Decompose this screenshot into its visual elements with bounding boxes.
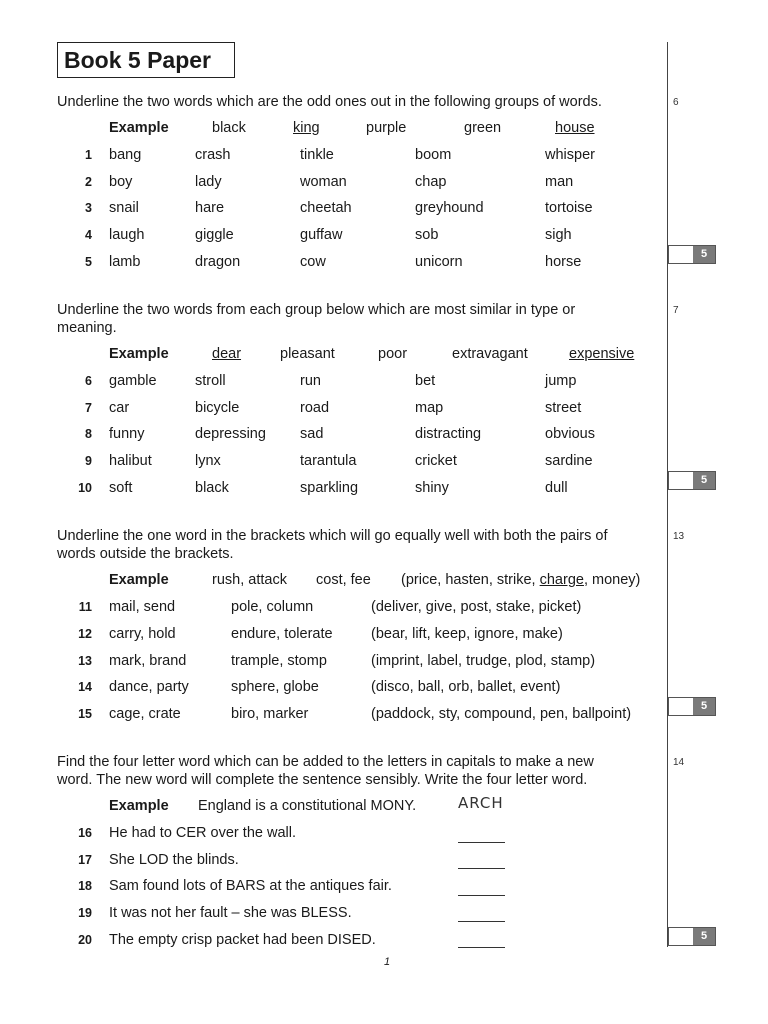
word-option[interactable]: street bbox=[545, 400, 582, 416]
instruction-line: meaning. bbox=[57, 320, 117, 336]
word-option[interactable]: greyhound bbox=[415, 200, 484, 216]
question-number: 3 bbox=[85, 201, 92, 215]
question-row bbox=[0, 252, 667, 272]
word-option[interactable]: woman bbox=[300, 174, 347, 190]
example-sentence: England is a constitutional MONY. bbox=[198, 798, 417, 814]
question-number: 9 bbox=[85, 454, 92, 468]
instruction-line: Underline the two words from each group below which are most similar in type or bbox=[57, 302, 576, 318]
score-box bbox=[668, 697, 716, 716]
section2-example-row bbox=[0, 344, 667, 364]
example-label: Example bbox=[109, 120, 169, 136]
bracket-options[interactable]: (disco, ball, orb, ballet, event) bbox=[371, 679, 561, 695]
sentence: She LOD the blinds. bbox=[109, 852, 239, 868]
section2-qref: 7 bbox=[673, 305, 679, 316]
example-word: black bbox=[212, 120, 246, 136]
question-row bbox=[0, 478, 667, 498]
word-option[interactable]: halibut bbox=[109, 453, 152, 469]
word-option[interactable]: black bbox=[195, 480, 229, 496]
bracket-options[interactable]: (imprint, label, trudge, plod, stamp) bbox=[371, 653, 596, 669]
section1-qref: 6 bbox=[673, 97, 679, 108]
example-label: Example bbox=[109, 572, 169, 588]
options-text: (price, hasten, strike, bbox=[401, 572, 540, 588]
question-row bbox=[0, 850, 667, 870]
example-word: poor bbox=[378, 346, 408, 362]
answer-blank[interactable] bbox=[458, 842, 505, 843]
word-option[interactable]: shiny bbox=[415, 480, 449, 496]
question-number: 4 bbox=[85, 228, 92, 242]
score-total: 5 bbox=[693, 246, 715, 263]
score-box bbox=[668, 245, 716, 264]
question-row bbox=[0, 930, 667, 950]
example-word-underlined: dear bbox=[212, 346, 242, 362]
question-row bbox=[0, 451, 667, 471]
answer-blank[interactable] bbox=[458, 868, 505, 869]
bracket-options[interactable]: (bear, lift, keep, ignore, make) bbox=[371, 626, 563, 642]
example-word-underlined: house bbox=[555, 120, 595, 136]
sentence: It was not her fault – she was BLESS. bbox=[109, 905, 352, 921]
word-option[interactable]: lady bbox=[195, 174, 222, 190]
word-option[interactable]: sardine bbox=[545, 453, 593, 469]
question-number: 8 bbox=[85, 427, 92, 441]
example-word-underlined: charge bbox=[539, 572, 584, 588]
word-option[interactable]: dragon bbox=[195, 254, 241, 270]
question-row bbox=[0, 424, 667, 444]
word-option[interactable]: distracting bbox=[415, 426, 482, 442]
word-option[interactable]: whisper bbox=[545, 147, 595, 163]
question-number: 18 bbox=[78, 879, 92, 893]
bracket-options[interactable]: (paddock, sty, compound, pen, ballpoint) bbox=[371, 706, 632, 722]
section4-qref: 14 bbox=[673, 757, 685, 768]
question-number: 14 bbox=[78, 680, 92, 694]
section4-example-row bbox=[0, 796, 667, 816]
pair-b: biro, marker bbox=[231, 706, 309, 722]
question-number: 16 bbox=[78, 826, 92, 840]
word-option[interactable]: guffaw bbox=[300, 227, 343, 243]
word-option[interactable]: tinkle bbox=[300, 147, 334, 163]
pair-a: cage, crate bbox=[109, 706, 181, 722]
question-row bbox=[0, 704, 667, 724]
pair-a: mark, brand bbox=[109, 653, 187, 669]
example-word: extravagant bbox=[452, 346, 528, 362]
answer-blank[interactable] bbox=[458, 921, 505, 922]
question-row bbox=[0, 624, 667, 644]
answer-blank[interactable] bbox=[458, 947, 505, 948]
section3-instruction bbox=[57, 527, 657, 563]
question-row bbox=[0, 198, 667, 218]
word-option[interactable]: sigh bbox=[545, 227, 572, 243]
question-row bbox=[0, 823, 667, 843]
pair-a: dance, party bbox=[109, 679, 189, 695]
pair-b: endure, tolerate bbox=[231, 626, 333, 642]
word-option[interactable]: bicycle bbox=[195, 400, 240, 416]
question-number: 1 bbox=[85, 148, 92, 162]
section3-qref: 13 bbox=[673, 531, 685, 542]
score-total: 5 bbox=[693, 472, 715, 489]
example-pair-b: cost, fee bbox=[316, 572, 371, 588]
example-word: green bbox=[464, 120, 502, 136]
example-word-underlined: king bbox=[293, 120, 320, 136]
question-number: 15 bbox=[78, 707, 92, 721]
sentence: The empty crisp packet had been DISED. bbox=[109, 932, 376, 948]
word-option[interactable]: run bbox=[300, 373, 321, 389]
word-option[interactable]: sparkling bbox=[300, 480, 359, 496]
example-word: pleasant bbox=[280, 346, 335, 362]
page-title: Book 5 Paper bbox=[57, 42, 235, 78]
word-option[interactable]: lynx bbox=[195, 453, 221, 469]
margin-divider bbox=[667, 42, 668, 947]
pair-b: pole, column bbox=[231, 599, 314, 615]
question-number: 6 bbox=[85, 374, 92, 388]
question-row bbox=[0, 172, 667, 192]
section2-instruction bbox=[57, 301, 657, 337]
question-number: 20 bbox=[78, 933, 92, 947]
example-pair-a: rush, attack bbox=[212, 572, 287, 588]
word-option[interactable]: boom bbox=[415, 147, 452, 163]
word-option[interactable]: road bbox=[300, 400, 330, 416]
question-number: 10 bbox=[78, 481, 92, 495]
page-number: 1 bbox=[384, 956, 391, 968]
question-row bbox=[0, 677, 667, 697]
answer-blank[interactable] bbox=[458, 895, 505, 896]
word-option[interactable]: obvious bbox=[545, 426, 595, 442]
word-option[interactable]: depressing bbox=[195, 426, 266, 442]
word-option[interactable]: stroll bbox=[195, 373, 226, 389]
instruction-line: Underline the one word in the brackets which will go equally well with both the pairs of bbox=[57, 528, 608, 544]
word-option[interactable]: tarantula bbox=[300, 453, 357, 469]
word-option[interactable]: boy bbox=[109, 174, 133, 190]
score-total: 5 bbox=[693, 698, 715, 715]
question-row bbox=[0, 371, 667, 391]
pair-a: carry, hold bbox=[109, 626, 176, 642]
section1-instruction: Underline the two words which are the odd ones out in the following groups of words. bbox=[57, 94, 602, 110]
question-number: 17 bbox=[78, 853, 92, 867]
word-option[interactable]: lamb bbox=[109, 254, 141, 270]
word-option[interactable]: giggle bbox=[195, 227, 234, 243]
question-row bbox=[0, 903, 667, 923]
word-option[interactable]: soft bbox=[109, 480, 133, 496]
word-option[interactable]: cow bbox=[300, 254, 326, 270]
word-option[interactable]: tortoise bbox=[545, 200, 593, 216]
question-number: 12 bbox=[78, 627, 92, 641]
word-option[interactable]: horse bbox=[545, 254, 582, 270]
example-word-underlined: expensive bbox=[569, 346, 635, 362]
instruction-line: Find the four letter word which can be added to the letters in capitals to make a new bbox=[57, 754, 594, 770]
word-option[interactable]: gamble bbox=[109, 373, 157, 389]
options-text: , money) bbox=[583, 572, 641, 588]
question-number: 7 bbox=[85, 401, 92, 415]
word-option[interactable]: bang bbox=[109, 147, 142, 163]
question-number: 13 bbox=[78, 654, 92, 668]
question-row bbox=[0, 876, 667, 896]
word-option[interactable]: cheetah bbox=[300, 200, 352, 216]
word-option[interactable]: crash bbox=[195, 147, 231, 163]
section4-instruction bbox=[57, 753, 657, 789]
word-option[interactable]: chap bbox=[415, 174, 447, 190]
word-option[interactable]: bet bbox=[415, 373, 436, 389]
example-word: purple bbox=[366, 120, 407, 136]
word-option[interactable]: car bbox=[109, 400, 130, 416]
example-label: Example bbox=[109, 346, 169, 362]
question-row bbox=[0, 145, 667, 165]
score-total: 5 bbox=[693, 928, 715, 945]
sentence: Sam found lots of BARS at the antiques fair. bbox=[109, 878, 392, 894]
question-number: 11 bbox=[78, 600, 92, 614]
question-row bbox=[0, 225, 667, 245]
word-option[interactable]: jump bbox=[545, 373, 577, 389]
word-option[interactable]: sob bbox=[415, 227, 439, 243]
example-answer: ARCH bbox=[458, 794, 504, 812]
pair-a: mail, send bbox=[109, 599, 176, 615]
instruction-line: words outside the brackets. bbox=[57, 546, 234, 562]
word-option[interactable]: unicorn bbox=[415, 254, 463, 270]
word-option[interactable]: dull bbox=[545, 480, 568, 496]
question-row bbox=[0, 651, 667, 671]
question-number: 19 bbox=[78, 906, 92, 920]
word-option[interactable]: sad bbox=[300, 426, 324, 442]
example-label: Example bbox=[109, 798, 169, 814]
pair-b: sphere, globe bbox=[231, 679, 319, 695]
word-option[interactable]: man bbox=[545, 174, 574, 190]
word-option[interactable]: hare bbox=[195, 200, 225, 216]
question-number: 2 bbox=[85, 175, 92, 189]
example-options bbox=[401, 570, 640, 590]
section3-example-row bbox=[0, 570, 667, 590]
score-box bbox=[668, 927, 716, 946]
sentence: He had to CER over the wall. bbox=[109, 825, 296, 841]
word-option[interactable]: map bbox=[415, 400, 444, 416]
word-option[interactable]: snail bbox=[109, 200, 139, 216]
section1-example-row bbox=[0, 118, 667, 138]
word-option[interactable]: cricket bbox=[415, 453, 457, 469]
instruction-line: word. The new word will complete the sentence sensibly. Write the four letter word. bbox=[57, 772, 588, 788]
pair-b: trample, stomp bbox=[231, 653, 327, 669]
word-option[interactable]: laugh bbox=[109, 227, 145, 243]
question-number: 5 bbox=[85, 255, 92, 269]
score-box bbox=[668, 471, 716, 490]
bracket-options[interactable]: (deliver, give, post, stake, picket) bbox=[371, 599, 582, 615]
question-row bbox=[0, 597, 667, 617]
word-option[interactable]: funny bbox=[109, 426, 145, 442]
question-row bbox=[0, 398, 667, 418]
